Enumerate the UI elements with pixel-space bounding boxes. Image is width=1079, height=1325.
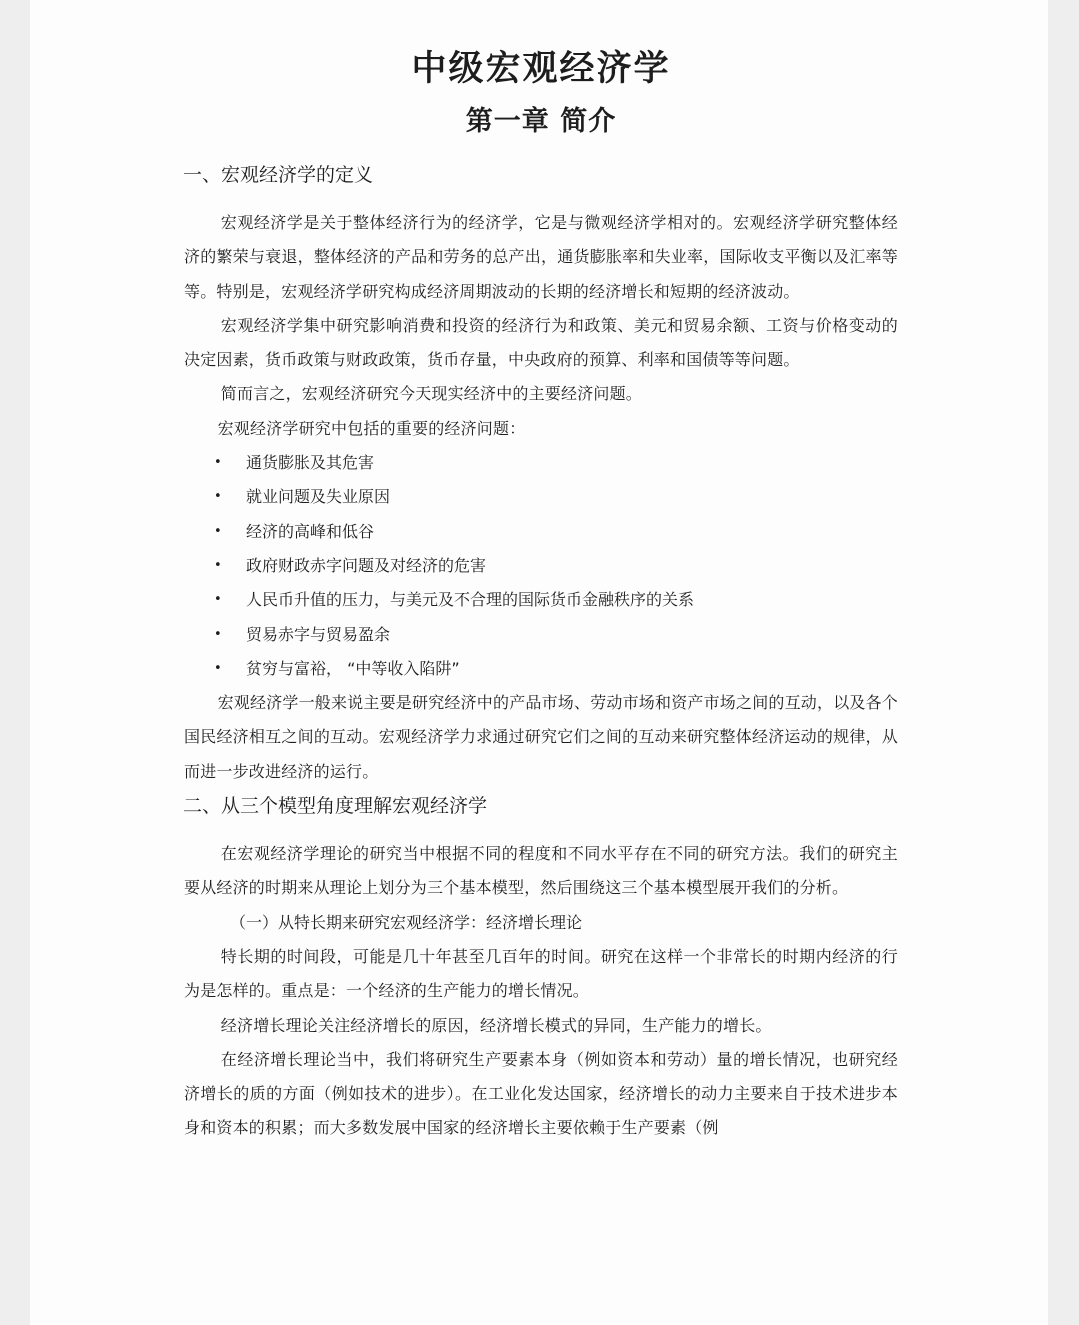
list-item-text: 通货膨胀及其危害: [246, 453, 375, 473]
list-item-text: 政府财政赤字问题及对经济的危害: [246, 555, 487, 575]
bullet-icon: •: [214, 557, 222, 573]
section-heading-2: 二、从三个模型角度理解宏观经济学: [183, 795, 488, 818]
paragraph: 宏观经济学研究中包括的重要的经济问题：: [217, 418, 526, 438]
section-heading-1: 一、宏观经济学的定义: [183, 164, 374, 186]
list-item-text: 贫穷与富裕， “中等收入陷阱”: [246, 658, 460, 678]
list-item-text: 人民币升值的压力，与美元及不合理的国际货币金融秩序的关系: [246, 590, 695, 610]
bullet-icon: •: [214, 455, 222, 471]
list-item: [184, 480, 898, 514]
paragraph: 在经济增长理论当中，我们将研究生产要素本身（例如资本和劳动）量的增长情况，也研究经济增长的质的方面（例如技术的进步）。在工业化发达国家，经济增长的动力主要来自于技术进步本身和资本的积累；而大多数发展中国家的经济增长主要依赖于生产要素（例: [184, 1049, 898, 1138]
paragraph: 经济增长理论关注经济增长的原因，经济增长模式的异同，生产能力的增长。: [220, 1015, 772, 1035]
paragraph: 特长期的时间段，可能是几十年甚至几百年的时间。研究在这样一个非常长的时期内经济的行为是怎样的。重点是：一个经济的生产能力的增长情况。: [184, 946, 898, 1001]
paragraph: 宏观经济学是关于整体经济行为的经济学，它是与微观经济学相对的。宏观经济学研究整体经济的繁荣与衰退，整体经济的产品和劳务的总产出，通货膨胀率和失业率，国际收支平衡以及汇率等等。特别是，宏观经济学研究构成经济周期波动的长期的经济增长和短期的经济波动。: [184, 213, 898, 301]
chapter-title: 第一章 简介: [465, 106, 617, 137]
bullet-icon: •: [214, 489, 222, 505]
list-item: [184, 583, 898, 617]
document-title: 中级宏观经济学: [411, 49, 671, 89]
list-item: [184, 652, 898, 686]
paragraph: 简而言之，宏观经济研究今天现实经济中的主要经济问题。: [220, 384, 642, 404]
subsection-heading: （一）从特长期来研究宏观经济学：经济增长理论: [230, 912, 583, 932]
list-item: [184, 446, 898, 480]
paragraph: 宏观经济学一般来说主要是研究经济中的产品市场、劳动市场和资产市场之间的互动，以及各个国民经济相互之间的互动。宏观经济学力求通过研究它们之间的互动来研究整体经济运动的规律，从而进一步改进经济的运行。: [184, 693, 898, 781]
list-item-text: 贸易赤字与贸易盈余: [246, 624, 391, 644]
document-content: [184, 40, 898, 1146]
list-item-text: 就业问题及失业原因: [246, 487, 391, 507]
bullet-icon: •: [214, 592, 222, 608]
bullet-icon: •: [214, 660, 222, 676]
list-item: [184, 515, 898, 549]
bullet-icon: •: [214, 523, 222, 539]
list-item: [184, 618, 898, 652]
paragraph: 宏观经济学集中研究影响消费和投资的经济行为和政策、美元和贸易余额、工资与价格变动的决定因素，货币政策与财政政策，货币存量，中央政府的预算、利率和国债等等问题。: [184, 315, 898, 370]
issue-list: [184, 446, 898, 686]
paragraph: 在宏观经济学理论的研究当中根据不同的程度和不同水平存在不同的研究方法。我们的研究主要从经济的时期来从理论上划分为三个基本模型，然后围绕这三个基本模型展开我们的分析。: [184, 844, 898, 898]
bullet-icon: •: [214, 626, 222, 642]
document-page: [30, 0, 1048, 1325]
list-item-text: 经济的高峰和低谷: [246, 521, 375, 541]
list-item: [184, 549, 898, 583]
